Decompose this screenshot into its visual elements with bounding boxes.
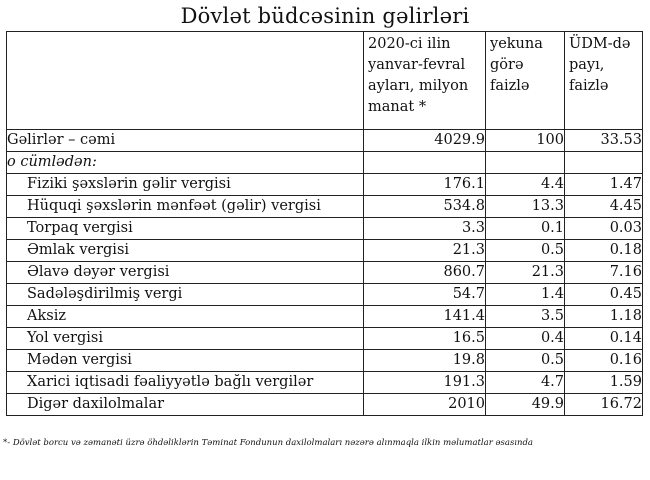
- row-share-gdp: [565, 152, 643, 174]
- table-row: [7, 328, 643, 350]
- table-row: [7, 394, 643, 416]
- row-share-gdp: 0.14: [565, 328, 643, 350]
- row-share-gdp: 0.45: [565, 284, 643, 306]
- row-share-total: 4.7: [486, 372, 565, 394]
- row-share-total: [486, 152, 565, 174]
- table-row: [7, 372, 643, 394]
- footnote: *- Dövlət borcu və zəmanəti üzrə öhdəliklərin Təminat Fondunun daxilolmaları nəzərə alınmaqla ilkin məlumatlar əsasında: [3, 438, 534, 448]
- row-share-gdp: 1.47: [565, 174, 643, 196]
- header-share-gdp: ÜDM-də payı, faizlə: [565, 32, 643, 130]
- row-share-total: 21.3: [486, 262, 565, 284]
- row-label: Xarici iqtisadi fəaliyyətlə bağlı vergilər: [7, 372, 364, 394]
- row-label: Gəlirlər – cəmi: [7, 130, 364, 152]
- row-value: 860.7: [364, 262, 486, 284]
- table-row: [7, 350, 643, 372]
- table-row-subheading: [7, 152, 643, 174]
- row-value: [364, 152, 486, 174]
- row-value: 54.7: [364, 284, 486, 306]
- budget-revenue-table: [6, 31, 643, 416]
- row-value: 141.4: [364, 306, 486, 328]
- row-label: Sadələşdirilmiş vergi: [7, 284, 364, 306]
- row-label: Əlavə dəyər vergisi: [7, 262, 364, 284]
- page-title: Dövlət büdcəsinin gəlirləri: [180, 4, 470, 28]
- header-value: 2020-ci ilin yanvar-fevral ayları, milyon manat *: [364, 32, 486, 130]
- table-row: [7, 196, 643, 218]
- row-share-gdp: 1.18: [565, 306, 643, 328]
- row-value: 4029.9: [364, 130, 486, 152]
- row-value: 176.1: [364, 174, 486, 196]
- row-label: Fiziki şəxslərin gəlir vergisi: [7, 174, 364, 196]
- row-share-total: 0.1: [486, 218, 565, 240]
- row-label: Hüquqi şəxslərin mənfəət (gəlir) vergisi: [7, 196, 364, 218]
- row-share-total: 3.5: [486, 306, 565, 328]
- row-label: o cümlədən:: [7, 152, 364, 174]
- row-value: 16.5: [364, 328, 486, 350]
- row-label: Mədən vergisi: [7, 350, 364, 372]
- table-row: [7, 262, 643, 284]
- row-label: Yol vergisi: [7, 328, 364, 350]
- row-share-total: 0.5: [486, 240, 565, 262]
- table-header-row: [7, 32, 643, 130]
- row-value: 3.3: [364, 218, 486, 240]
- row-value: 2010: [364, 394, 486, 416]
- row-share-gdp: 0.16: [565, 350, 643, 372]
- row-label: Digər daxilolmalar: [7, 394, 364, 416]
- row-share-gdp: 33.53: [565, 130, 643, 152]
- table-row-total: [7, 130, 643, 152]
- row-value: 534.8: [364, 196, 486, 218]
- table-row: [7, 284, 643, 306]
- header-share-total: yekuna görə faizlə: [486, 32, 565, 130]
- row-share-total: 1.4: [486, 284, 565, 306]
- row-label: Əmlak vergisi: [7, 240, 364, 262]
- row-value: 191.3: [364, 372, 486, 394]
- row-share-gdp: 7.16: [565, 262, 643, 284]
- row-value: 21.3: [364, 240, 486, 262]
- row-share-gdp: 16.72: [565, 394, 643, 416]
- table-row: [7, 174, 643, 196]
- row-share-total: 4.4: [486, 174, 565, 196]
- table-row: [7, 306, 643, 328]
- row-share-total: 0.4: [486, 328, 565, 350]
- row-share-gdp: 0.18: [565, 240, 643, 262]
- header-label: [7, 32, 364, 130]
- row-share-total: 100: [486, 130, 565, 152]
- row-value: 19.8: [364, 350, 486, 372]
- table-row: [7, 240, 643, 262]
- row-share-total: 13.3: [486, 196, 565, 218]
- row-label: Aksiz: [7, 306, 364, 328]
- row-share-gdp: 4.45: [565, 196, 643, 218]
- row-share-total: 0.5: [486, 350, 565, 372]
- row-share-gdp: 0.03: [565, 218, 643, 240]
- row-share-total: 49.9: [486, 394, 565, 416]
- row-share-gdp: 1.59: [565, 372, 643, 394]
- table-row: [7, 218, 643, 240]
- row-label: Torpaq vergisi: [7, 218, 364, 240]
